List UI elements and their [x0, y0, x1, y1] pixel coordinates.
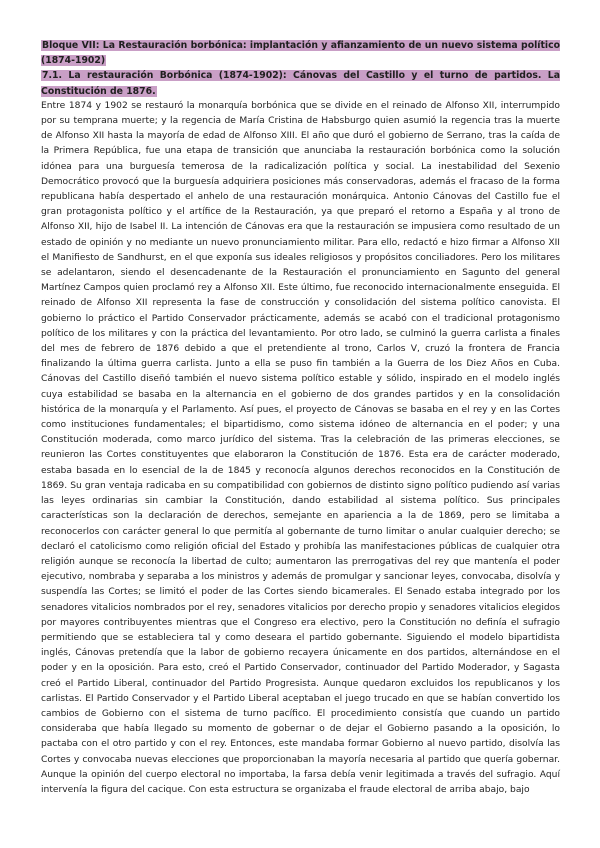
- block-title: [41, 38, 560, 68]
- body-paragraph: Entre 1874 y 1902 se restauró la monarquía borbónica que se divide en el reinado de Alfonso XII, interrumpido por su temprana muerte; y la regencia de María Cristina de Habsburgo quien asumió la regencia tras la muerte de Alfonso XII hasta la mayoría de edad de Alfonso XIII. El año que duró el gobierno de Serrano, tras la caída de la Primera República, fue una etapa de transición que anunciaba la restauración borbónica como la solución idónea para una burguesía temerosa de la radicalización política y social. La inestabilidad del Sexenio Democrático provocó que la burguesía adquiriera posiciones más conservadoras, además el fracaso de la forma republicana había despertado el anhelo de una restauración monárquica. Antonio Cánovas del Castillo fue el gran protagonista político y el artífice de la Restauración, ya que preparó el retorno a España y al trono de Alfonso XII, hijo de Isabel II. La intención de Cánovas era que la restauración se impusiera como resultado de un estado de opinión y no mediante un nuevo pronunciamiento militar. Para ello, redactó e hizo firmar a Alfonso XII el Manifiesto de Sandhurst, en el que exponía sus ideales religiosos y propósitos conciliadores. Pero los militares se adelantaron, siendo el desencadenante de la Restauración el pronunciamiento en Sagunto del general Martínez Campos quien proclamó rey a Alfonso XII. Este último, fue reconocido internacionalmente enseguida. El reinado de Alfonso XII representa la fase de construcción y consolidación del sistema político canovista. El gobierno lo práctico el Partido Conservador prácticamente, además se acabó con el tradicional protagonismo político de los militares y con la práctica del levantamiento. Por otro lado, se culminó la guerra carlista a finales del mes de febrero de 1876 debido a que el pretendiente al trono, Carlos V, cruzó la frontera de Francia finalizando la última guerra carlista. Junto a ella se puso fin también a la Guerra de los Diez Años en Cuba. Cánovas del Castillo diseñó también el nuevo sistema político estable y sólido, inspirado en el modelo inglés cuya estabilidad se basaba en la alternancia en el gobierno de dos grandes partidos y en la consolidación histórica de la monarquía y el Parlamento. Así pues, el proyecto de Cánovas se basaba en el rey y en las Cortes como instituciones fundamentales; el bipartidismo, como sistema idóneo de alternancia en el poder; y una Constitución moderada, como marco jurídico del sistema. Tras la celebración de las primeras elecciones, se reunieron las Cortes constituyentes que elaboraron la Constitución de 1876. Esta era de carácter moderado, estaba basada en lo esencial de la de 1845 y reconocía algunos derechos reconocidos en la Constitución de 1869. Su gran ventaja radicaba en su compatibilidad con gobiernos de distinto signo político pudiendo así varias las leyes ordinarias sin cambiar la Constitución, dando estabilidad al sistema político. Sus principales características son la declaración de derechos, semejante en apariencia a la de 1869, pero se limitaba a reconocerlos con carácter general lo que permitía al gobernante de turno limitar o anular cualquier derecho; se declaró el catolicismo como religión oficial del Estado y prohibía las manifestaciones públicas de cualquier otra religión aunque se reconocía la libertad de culto; aumentaron las prerrogativas del rey que mantenía el poder ejecutivo, nombraba y separaba a los ministros y además de promulgar y sancionar leyes, convocaba, disolvía y suspendía las Cortes; se limitó el poder de las Cortes siendo bicamerales. El Senado estaba integrado por los senadores vitalicios nombrados por el rey, senadores vitalicios por derecho propio y senadores vitalicios elegidos por mayores contribuyentes mientras que el Congreso era electivo, pero la Constitución no definía el sufragio permitiendo que se estableciera tal y como deseara el partido gobernante. Siguiendo el modelo bipartidista inglés, Cánovas pretendía que la labor de gobierno recayera únicamente en dos partidos, alternándose en el poder y en la oposición. Para esto, creó el Partido Conservador, continuador del Partido Moderador, y Sagasta creó el Partido Liberal, continuador del Partido Progresista. Aunque quedaron excluidos los republicanos y los carlistas. El Partido Conservador y el Partido Liberal aceptaban el juego trucado en que se habían convertido los cambios de Gobierno con el sistema de turno pacífico. El procedimiento consistía que cuando un partido consideraba que había llegado su momento de gobernar o de dejar el Gobierno pasando a la oposición, lo pactaba con el otro partido y con el rey. Entonces, este mandaba formar Gobierno al nuevo partido, disolvía las Cortes y convocaba nuevas elecciones que proporcionaban la mayoría necesaria al partido que quería gobernar. Aunque la opinión del cuerpo electoral no importaba, la farsa debía venir legitimada a través del sufragio. Aquí intervenía la figura del cacique. Con esta estructura se organizaba el fraude electoral de arriba abajo, bajo: [41, 100, 560, 795]
- block-title-highlight: Bloque VII: La Restauración borbónica: implantación y afianzamiento de un nuevo sistema político (1874-1902): [41, 40, 560, 67]
- section-title: [41, 68, 560, 98]
- section-title-highlight: 7.1. La restauración Borbónica (1874-1902): Cánovas del Castillo y el turno de partidos. La Constitución de 1876.: [41, 70, 560, 97]
